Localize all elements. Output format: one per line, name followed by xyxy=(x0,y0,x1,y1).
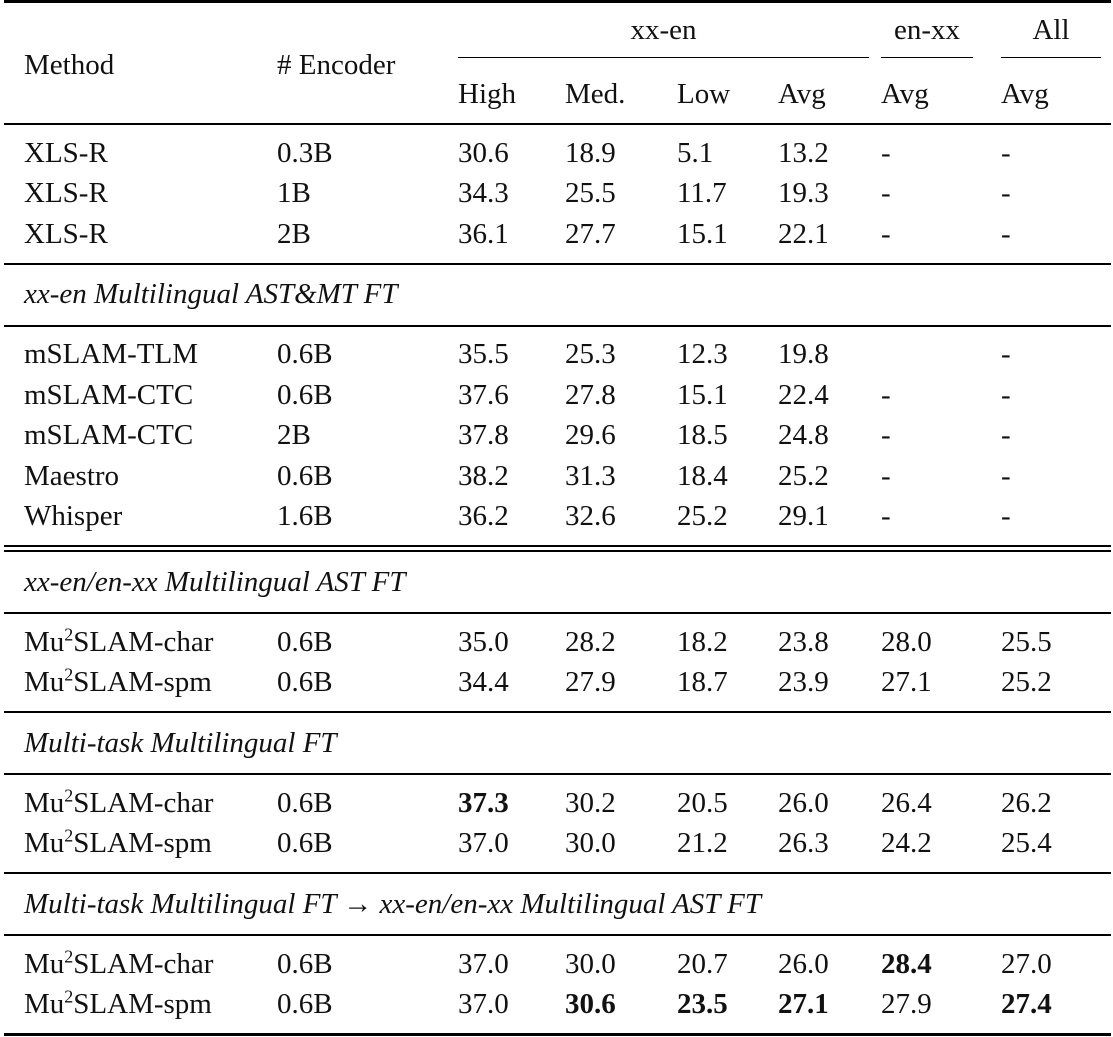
table-row: mSLAM-CTC 2B 37.8 29.6 18.5 24.8 - - xyxy=(24,419,1011,452)
col-header-all-avg: Avg xyxy=(1001,77,1049,110)
section-title: Multi-task Multilingual FT xyxy=(24,726,337,759)
table-row: mSLAM-CTC 0.6B 37.6 27.8 15.1 22.4 - - xyxy=(24,378,1011,411)
group-header-all: All xyxy=(1001,3,1111,65)
table-row: Whisper 1.6B 36.2 32.6 25.2 29.1 - - xyxy=(24,500,1011,533)
col-header-high: High xyxy=(458,77,516,110)
section-title: xx-en Multilingual AST&MT FT xyxy=(24,278,398,310)
table-row: Mu$^2$SLAM-char 0.6B 35.0 28.2 18.2 23.8 28.0 25.5 xyxy=(24,624,1052,658)
table-row: Mu$^2$SLAM-char 0.6B 37.3 30.2 20.5 26.0 26.4 26.2 xyxy=(24,785,1052,819)
col-header-low: Low xyxy=(677,77,731,110)
section-title: Multi-task Multilingual FT → xx-en/en-xx Multilingual AST FT xyxy=(24,887,762,920)
group-header-en-xx: en-xx xyxy=(881,3,1001,65)
table-row: Mu$^2$SLAM-char 0.6B 37.0 30.0 20.7 26.0 28.4 27.0 xyxy=(24,946,1052,980)
col-header-encoder: # Encoder xyxy=(277,48,396,81)
col-header-method: Method xyxy=(24,48,115,81)
group-header-xx-en: xx-en xyxy=(458,3,881,65)
table-row: Maestro 0.6B 38.2 31.3 18.4 25.2 - - xyxy=(24,459,1011,492)
table-row: Mu$^2$SLAM-spm 0.6B 34.4 27.9 18.7 23.9 27.1 25.2 xyxy=(24,664,1052,699)
table-row: Mu$^2$SLAM-spm 0.6B 37.0 30.0 21.2 26.3 24.2 25.4 xyxy=(24,825,1052,860)
table-row: XLS-R 2B 36.1 27.7 15.1 22.1 - - xyxy=(24,217,1011,250)
col-header-med: Med. xyxy=(565,77,626,110)
results-table xyxy=(4,0,1111,1036)
table-row: XLS-R 0.3B 30.6 18.9 5.1 13.2 - - xyxy=(24,136,1011,169)
col-header-avg: Avg xyxy=(778,77,826,110)
header-row-1 xyxy=(4,3,1111,65)
table-row: Mu$^2$SLAM-spm 0.6B 37.0 30.6 23.5 27.1 27.9 27.4 xyxy=(24,986,1052,1021)
col-header-en-xx-avg: Avg xyxy=(881,77,929,110)
table-row: mSLAM-TLM 0.6B 35.5 25.3 12.3 19.8 - xyxy=(24,338,1011,371)
table-row: XLS-R 1B 34.3 25.5 11.7 19.3 - - xyxy=(24,177,1011,210)
section-title: xx-en/en-xx Multilingual AST FT xyxy=(24,565,406,598)
